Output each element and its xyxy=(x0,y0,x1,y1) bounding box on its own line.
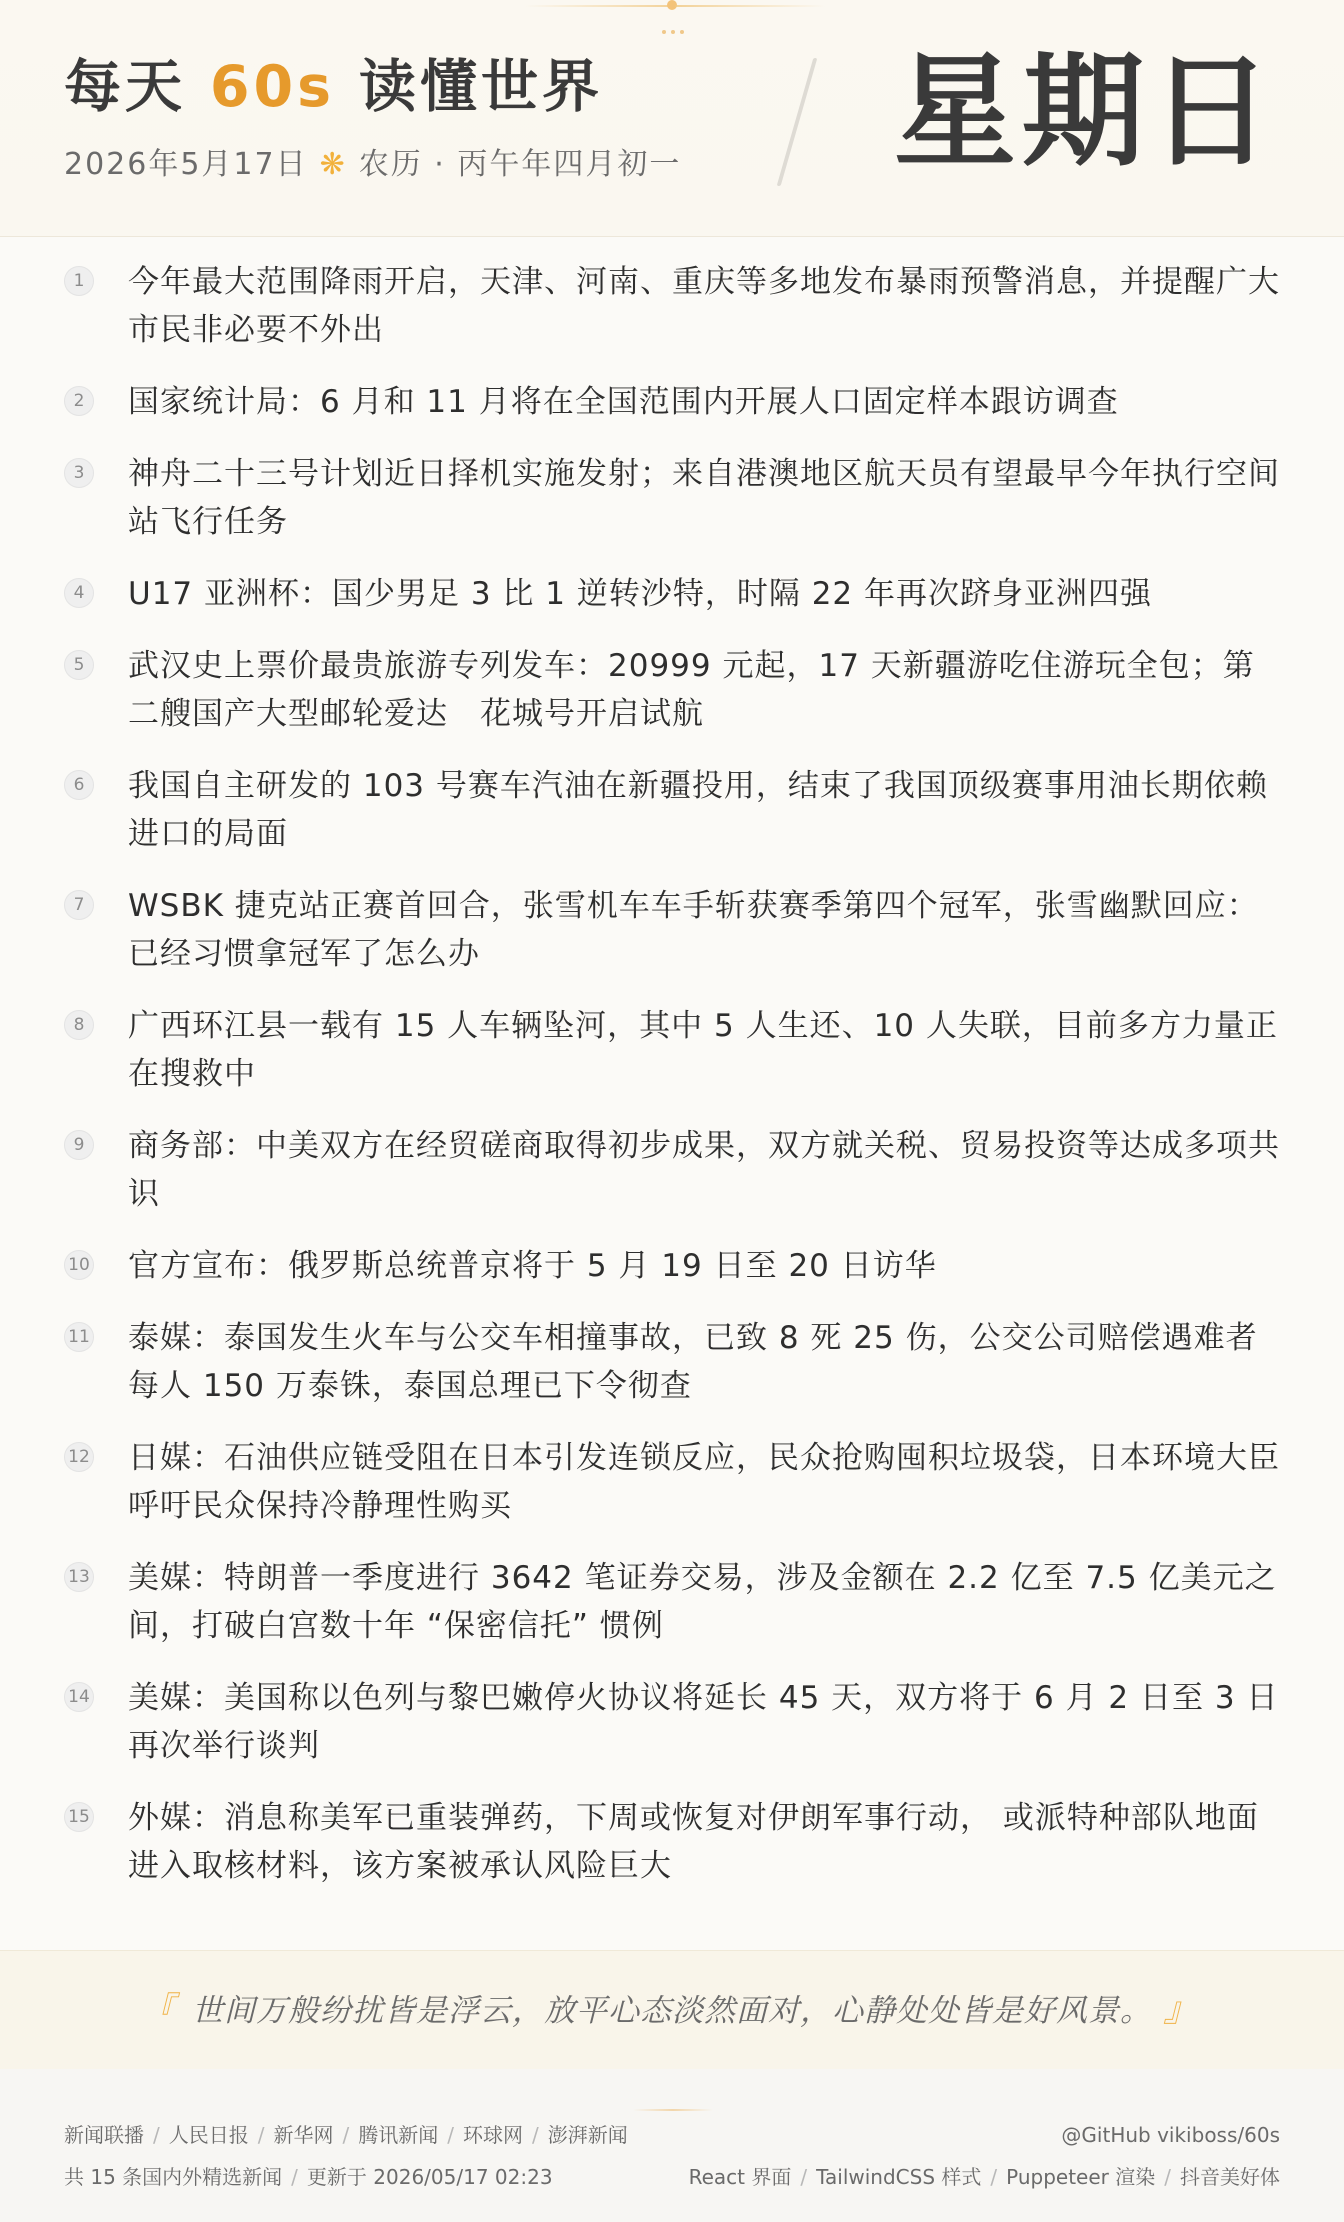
news-list xyxy=(0,258,1344,1914)
news-text: 今年最大范围降雨开启，天津、河南、重庆等多地发布暴雨预警消息，并提醒广大市民非必要不外出 xyxy=(128,264,1280,348)
news-number-badge: 7 xyxy=(64,890,94,920)
separator: / xyxy=(447,2123,454,2147)
news-text: 美媒：美国称以色列与黎巴嫩停火协议将延长 45 天，双方将于 6 月 2 日至 3 日再次举行谈判 xyxy=(128,1680,1279,1764)
weekday: 星期日 xyxy=(894,41,1278,183)
date-line xyxy=(64,145,681,185)
brand-suffix: 读懂世界 xyxy=(358,54,603,120)
quote-band xyxy=(0,1950,1344,2070)
news-number-badge: 11 xyxy=(64,1322,94,1352)
footer-meta xyxy=(64,2163,553,2191)
news-source: 环球网 xyxy=(463,2123,523,2147)
news-text: 武汉史上票价最贵旅游专列发车：20999 元起，17 天新疆游吃住游玩全包；第二艘国产大型邮轮爱达 花城号开启试航 xyxy=(128,648,1255,732)
news-text: U17 亚洲杯：国少男足 3 比 1 逆转沙特，时隔 22 年再次跻身亚洲四强 xyxy=(128,576,1153,612)
news-text: 神舟二十三号计划近日择机实施发射；来自港澳地区航天员有望最早今年执行空间站飞行任务 xyxy=(128,456,1280,540)
quote-text: 世间万般纷扰皆是浮云，放平心态淡然面对，心静处处皆是好风景。 xyxy=(192,1993,1152,2029)
news-number-badge: 14 xyxy=(64,1682,94,1712)
separator: / xyxy=(291,2165,298,2189)
news-item xyxy=(0,1434,1344,1530)
news-source: 腾讯新闻 xyxy=(358,2123,439,2147)
tech-credit: Puppeteer 渲染 xyxy=(1006,2165,1156,2189)
news-source: 澎湃新闻 xyxy=(547,2123,628,2147)
news-item xyxy=(0,882,1344,978)
news-item xyxy=(0,762,1344,858)
news-number-badge: 6 xyxy=(64,770,94,800)
top-decoration-line-right xyxy=(675,5,825,7)
news-number-badge: 15 xyxy=(64,1802,94,1832)
news-item xyxy=(0,450,1344,546)
top-decoration-dots xyxy=(662,30,684,34)
separator: / xyxy=(342,2123,350,2147)
footer xyxy=(0,2069,1344,2222)
news-item xyxy=(0,1794,1344,1890)
news-item xyxy=(0,1242,1344,1290)
brand-prefix: 每天 xyxy=(64,54,186,120)
separator: / xyxy=(532,2123,539,2147)
brand-title xyxy=(64,52,603,122)
news-number-badge: 8 xyxy=(64,1010,94,1040)
news-text: 泰媒：泰国发生火车与公交车相撞事故，已致 8 死 25 伤，公交公司赔偿遇难者每人 150 万泰铢，泰国总理已下令彻查 xyxy=(128,1320,1258,1404)
news-number-badge: 12 xyxy=(64,1442,94,1472)
news-item xyxy=(0,378,1344,426)
news-item xyxy=(0,1002,1344,1098)
news-sources xyxy=(64,2121,628,2149)
lunar-date: 农历 · 丙午年四月初一 xyxy=(358,147,682,182)
news-item xyxy=(0,1314,1344,1410)
news-item xyxy=(0,642,1344,738)
news-number-badge: 10 xyxy=(64,1250,94,1280)
news-source: 新闻联播 xyxy=(64,2123,144,2147)
news-text: WSBK 捷克站正赛首回合，张雪机车车手斩获赛季第四个冠军，张雪幽默回应：已经习惯拿冠军了怎么办 xyxy=(128,888,1259,972)
tech-credits xyxy=(689,2163,1280,2191)
tech-credit: 抖音美好体 xyxy=(1180,2165,1280,2189)
separator: / xyxy=(800,2165,808,2189)
news-text: 商务部：中美双方在经贸磋商取得初步成果，双方就关税、贸易投资等达成多项共识 xyxy=(128,1128,1280,1212)
separator: / xyxy=(257,2123,265,2147)
star-icon: ❋ xyxy=(319,147,347,182)
quote xyxy=(0,1951,1344,2069)
news-text: 我国自主研发的 103 号赛车汽油在新疆投用，结束了我国顶级赛事用油长期依赖进口的局面 xyxy=(128,768,1268,852)
news-number-badge: 9 xyxy=(64,1130,94,1160)
separator: / xyxy=(990,2165,998,2189)
news-number-badge: 1 xyxy=(64,266,94,296)
news-number-badge: 4 xyxy=(64,578,94,608)
header xyxy=(0,0,1344,237)
news-text: 美媒：特朗普一季度进行 3642 笔证券交易，涉及金额在 2.2 亿至 7.5 亿美元之间，打破白宫数十年 “保密信托” 惯例 xyxy=(128,1560,1277,1644)
separator: / xyxy=(1164,2165,1171,2189)
news-text: 国家统计局：6 月和 11 月将在全国范围内开展人口固定样本跟访调查 xyxy=(128,384,1119,420)
quote-close-mark: 』 xyxy=(1161,1990,1206,2030)
updated-time: 更新于 2026/05/17 02:23 xyxy=(306,2165,553,2189)
news-item xyxy=(0,258,1344,354)
tech-credit: TailwindCSS 样式 xyxy=(816,2165,982,2189)
footer-decoration-line xyxy=(633,2109,713,2111)
news-item xyxy=(0,1554,1344,1650)
news-text: 日媒：石油供应链受阻在日本引发连锁反应，民众抢购囤积垃圾袋，日本环境大臣呼吁民众保持冷静理性购买 xyxy=(128,1440,1280,1524)
solar-date: 2026年5月17日 xyxy=(64,147,308,182)
news-item xyxy=(0,1122,1344,1218)
divider-slash xyxy=(777,58,818,186)
separator: / xyxy=(153,2123,160,2147)
top-decoration-line-left xyxy=(525,5,675,7)
news-item xyxy=(0,570,1344,618)
news-source: 新华网 xyxy=(273,2123,334,2147)
news-number-badge: 3 xyxy=(64,458,94,488)
news-text: 外媒：消息称美军已重装弹药，下周或恢复对伊朗军事行动， 或派特种部队地面进入取核材料，该方案被承认风险巨大 xyxy=(128,1800,1259,1884)
news-number-badge: 2 xyxy=(64,386,94,416)
news-text: 官方宣布：俄罗斯总统普京将于 5 月 19 日至 20 日访华 xyxy=(128,1248,937,1284)
tech-credit: React 界面 xyxy=(688,2165,792,2189)
brand-accent: 60s xyxy=(209,54,336,120)
news-number-badge: 13 xyxy=(64,1562,94,1592)
github-credit: @GitHub vikiboss/60s xyxy=(1061,2123,1280,2147)
news-text: 广西环江县一载有 15 人车辆坠河，其中 5 人生还、10 人失联，目前多方力量正在搜救中 xyxy=(128,1008,1278,1092)
news-count: 共 15 条国内外精选新闻 xyxy=(64,2165,283,2189)
news-source: 人民日报 xyxy=(168,2123,249,2147)
quote-open-mark: 『 xyxy=(138,1990,183,2030)
news-item xyxy=(0,1674,1344,1770)
news-number-badge: 5 xyxy=(64,650,94,680)
